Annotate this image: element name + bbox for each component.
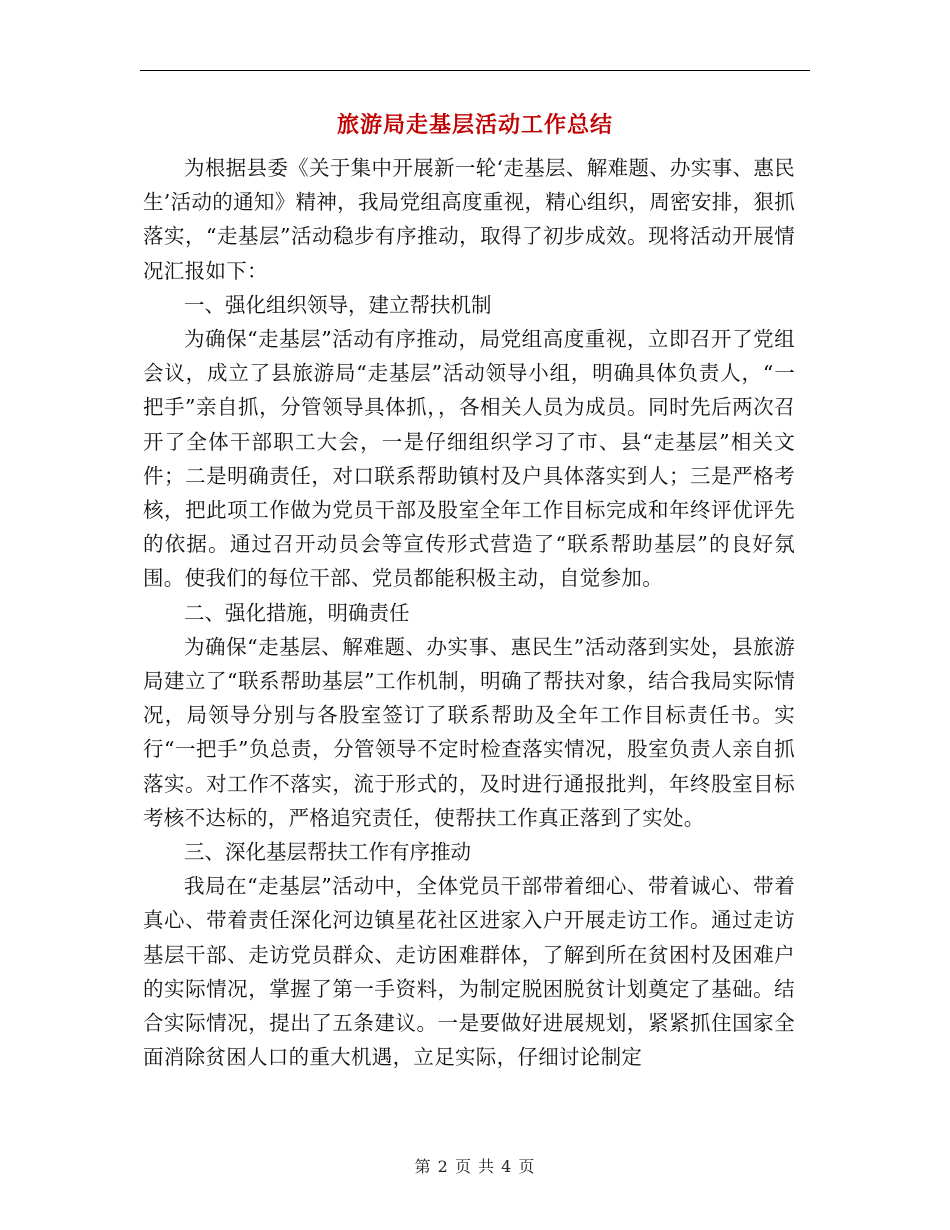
header-rule: [140, 70, 810, 71]
document-title: 旅游局走基层活动工作总结: [336, 112, 613, 138]
section-1-paragraph: 为确保“走基层”活动有序推动，局党组高度重视，立即召开了党组会议，成立了县旅游局“走基层”活动领导小组，明确具体负责人，“一把手”亲自抓，分管领导具体抓，，各相关人员为成员。同时先后两次召开了全体干部职工大会，一是仔细组织学习了市、县“走基层”相关文件；二是明确责任，对口联系帮助镇村及户具体落实到人；三是严格考核，把此项工作做为党员干部及股室全年工作目标完成和年终评优评先的依据。通过召开动员会等宣传形式营造了“联系帮助基层”的良好氛围。使我们的每位干部、党员都能积极主动，自觉参加。: [143, 327, 795, 591]
page-number: 第 2 页 共 4 页: [414, 1157, 536, 1176]
section-3-paragraph: 我局在“走基层”活动中，全体党员干部带着细心、带着诚心、带着真心、带着责任深化河边镇星花社区进家入户开展走访工作。通过走访基层干部、走访党员群众、走访困难群体，了解到所在贫困村及困难户的实际情况，掌握了第一手资料，为制定脱困脱贫计划奠定了基础。结合实际情况，提出了五条建议。一是要做好进展规划，紧紧抓住国家全面消除贫困人口的重大机遇，立足实际，仔细讨论制定: [143, 874, 795, 1070]
section-heading-3: 三、深化基层帮扶工作有序推动: [184, 840, 471, 865]
intro-paragraph: 为根据县委《关于集中开展新一轮‘走基层、解难题、办实事、惠民生’活动的通知》精神，我局党组高度重视，精心组织，周密安排，狠抓落实，“走基层”活动稳步有序推动，取得了初步成效。现将活动开展情况汇报如下：: [143, 156, 795, 283]
section-heading-1: 一、强化组织领导，建立帮扶机制: [184, 292, 492, 317]
section-heading-2: 二、强化措施，明确责任: [184, 600, 410, 625]
section-2-paragraph: 为确保“走基层、解难题、办实事、惠民生”活动落到实处，县旅游局建立了“联系帮助基层”工作机制，明确了帮扶对象，结合我局实际情况，局领导分别与各股室签订了联系帮助及全年工作目标责任书。实行“一把手”负总责，分管领导不定时检查落实情况，股室负责人亲自抓落实。对工作不落实，流于形式的，及时进行通报批判，年终股室目标考核不达标的，严格追究责任，使帮扶工作真正落到了实处。: [143, 634, 795, 830]
document-body: [143, 151, 795, 1074]
